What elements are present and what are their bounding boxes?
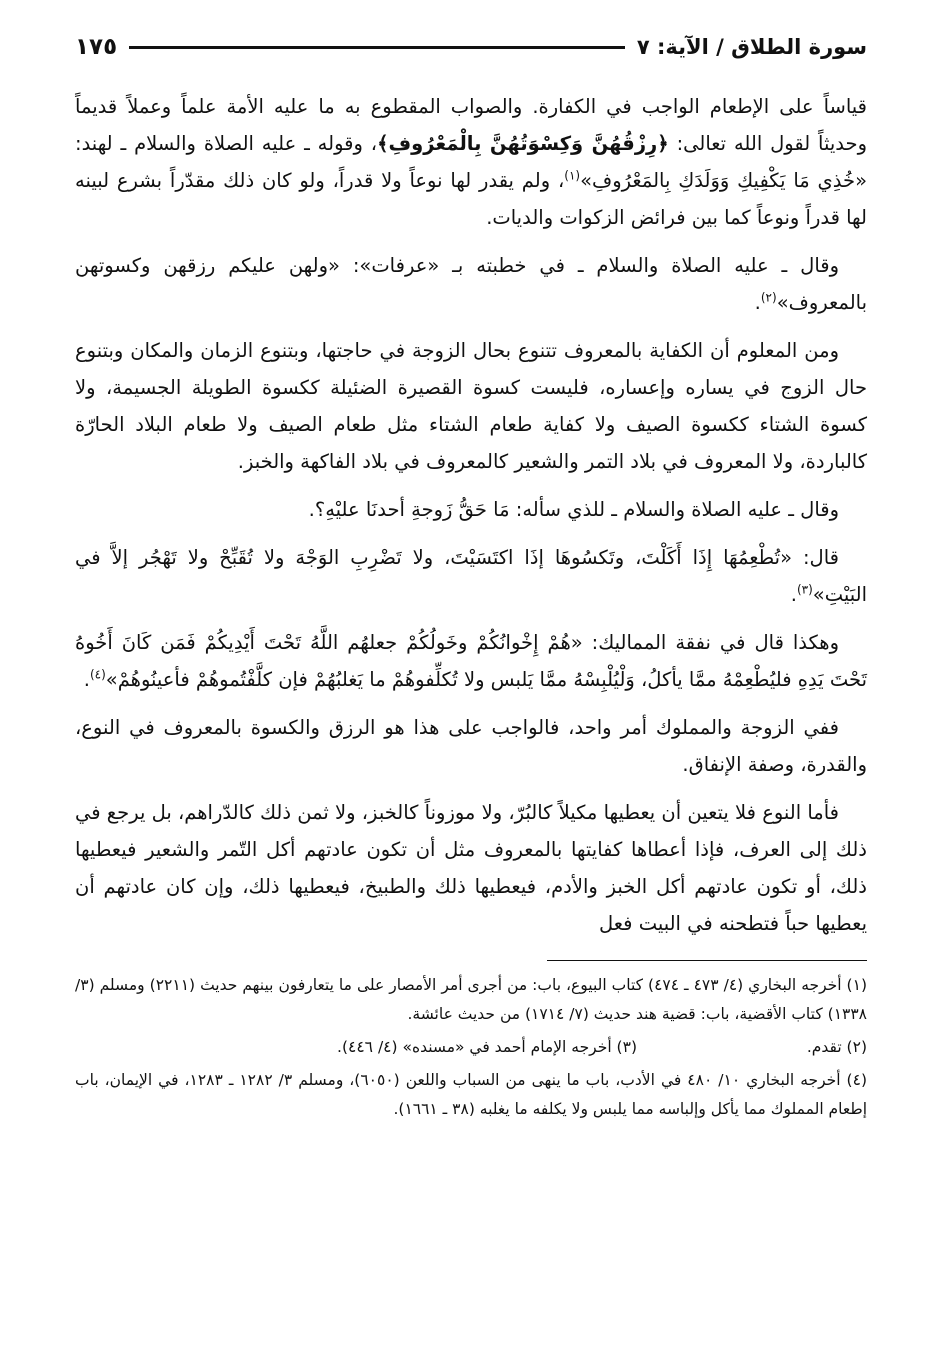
surah-reference: سورة الطلاق / الآية: ٧ [636,35,867,59]
footnote-4: (٤) أخرجه البخاري ١٠/ ٤٨٠ في الأدب، باب ما ينهى من السباب واللعن (٦٠٥٠)، ومسلم ٣/ ١٢٨٢ ـ ١٢٨٣، في الإيمان، باب إطعام المملوك مما يأكل وإلباسه مما يلبس ولا يكلفه ما يغلبه (٣٨ ـ ١٦٦١). [75,1071,867,1118]
footnote-marker[interactable]: (٢) [760,290,777,305]
paragraph: قال: «تُطْعِمُهَا إِذَا أَكَلْتَ، وتَكسُوهَا إذَا اكتَسَيْتَ، ولا تَضْرِبِ الوَجْهَ ولا تُقَبِّحْ ولا تَهْجُر إلاَّ في البَيْتِ»$^{(٣)}$. [75,546,867,606]
page-number: ١٧٥ [75,34,118,60]
footnote-marker[interactable]: (١) [564,168,581,183]
footnote-2: (٢) تقدم. [806,1038,867,1056]
hadith-quote: مَا حَقُّ زَوجةِ أحدنَا عليْهِ؟ [314,498,510,521]
footnote-3: (٣) أخرجه الإمام أحمد في «مسنده» (٤/ ٤٤٦). [337,1038,637,1056]
paragraph: وقال ـ عليه الصلاة والسلام ـ للذي سأله: مَا حَقُّ زَوجةِ أحدنَا عليْهِ؟. [308,498,839,521]
footnote-separator [547,960,867,961]
paragraph: فأما النوع فلا يتعين أن يعطيها مكيلاً كالبُرّ، ولا موزوناً كالخبز، ولا ثمن ذلك كالدّراهم، بل يرجع في ذلك إلى العرف، فإذا أعطاها كفايتها بالمعروف مثل أن تكون عادتهم أكل التّمر والشعير فيعطيها ذلك، أو تكون عادتهم أكل الخبز والأدم، فيعطيها ذلك والطبيخ، فيعطيها ذلك، وإن كان عادتهم أن يعطيها حباً فتطحنه في البيت فعل [75,801,867,935]
book-page [75,28,867,1128]
paragraph: وهكذا قال في نفقة المماليك: «هُمْ إِخْوانُكُمْ وخَولُكُمْ جعلهُم اللَّهُ تَحْتَ أَيْدِيكُمْ فَمَن كَانَ أَخُوهُ تَحْتَ يَدِهِ فليُطْعِمْهُ ممَّا يأكلُ، وَلْيُلْبِسْهُ ممَّا يَلبس ولا تُكلِّفوهُمْ ما يَغلبُهُمْ فإن كلَّفْتُموهُمْ فأعينُوهُمْ»$^{(٤)}$. [75,631,867,691]
footnote-marker[interactable]: (٣) [796,582,813,597]
header-rule [129,46,625,49]
quran-verse: ﴿رِزْقُهُنَّ وَكِسْوَتُهُنَّ بِالْمَعْرُوفِ﴾ [377,132,669,155]
paragraph: ففي الزوجة والمملوك أمر واحد، فالواجب على هذا هو الرزق والكسوة بالمعروف في النوع، والقدرة، وصفة الإنفاق. [75,716,867,776]
paragraph: ومن المعلوم أن الكفاية بالمعروف تتنوع بحال الزوجة في حاجتها، وبتنوع الزمان والمكان وبتنوع حال الزوج في يساره وإعساره، فليست كسوة القصيرة الضئيلة ككسوة الطويلة الجسيمة، ولا كسوة الشتاء ككسوة الصيف ولا كفاية طعام الشتاء مثل طعام الصيف ولا طعام البلاد الحارّة كالباردة، ولا المعروف في بلاد التمر والشعير كالمعروف في بلاد الفاكهة والخبز. [75,339,867,473]
footnote-marker[interactable]: (٤) [89,667,106,682]
hadith-quote: «تُطْعِمُهَا إِذَا أَكَلْتَ، وتَكسُوهَا إذَا اكتَسَيْتَ، ولا تَضْرِبِ الوَجْهَ ولا تُقَبِّحْ ولا تَهْجُر إلاَّ في البَيْتِ» [75,546,867,606]
main-text [75,88,867,942]
footnote-1: (١) أخرجه البخاري (٤/ ٤٧٣ ـ ٤٧٤) كتاب البيوع، باب: من أجرى أمر الأمصار على ما يتعارفون بينهم حديث (٢٢١١) ومسلم (٣/ ١٣٣٨) كتاب الأقضية، باب: قضية هند حديث (٧/ ١٧١٤) من حديث عائشة. [75,976,867,1023]
footnotes [75,971,867,1124]
footnote-row [75,1033,867,1062]
paragraph: قياساً على الإطعام الواجب في الكفارة. والصواب المقطوع به ما عليه الأمة علماً وعملاً قديماً وحديثاً لقول الله تعالى: ﴿رِزْقُهُنَّ وَكِسْوَتُهُنَّ بِالْمَعْرُوفِ﴾، وقوله ـ عليه الصلاة والسلام ـ لهند: «خُذِي مَا يَكْفِيكِ وَوَلَدَكِ بِالمَعْرُوفِ»$^{(١)}$، ولم يقدر لها نوعاً ولا قدراً، ولو كان ذلك مقدّراً بشرع لبينه لها قدراً ونوعاً كما بين فرائض الزكوات والديات. [75,95,868,229]
hadith-quote: «خُذِي مَا يَكْفِيكِ وَوَلَدَكِ بِالمَعْرُوفِ» [580,169,868,192]
paragraph: وقال ـ عليه الصلاة والسلام ـ في خطبته بـ «عرفات»: «ولهن عليكم رزقهن وكسوتهن بالمعروف»$^{(٢)}$. [75,254,867,314]
running-header [75,28,867,66]
hadith-quote: «هُمْ إِخْوانُكُمْ وخَولُكُمْ جعلهُم اللَّهُ تَحْتَ أَيْدِيكُمْ فَمَن كَانَ أَخُوهُ تَحْتَ يَدِهِ فليُطْعِمْهُ ممَّا يأكلُ، وَلْيُلْبِسْهُ ممَّا يَلبس ولا تُكلِّفوهُمْ ما يَغلبُهُمْ فإن كلَّفْتُموهُمْ فأعينُوهُمْ» [75,631,867,691]
